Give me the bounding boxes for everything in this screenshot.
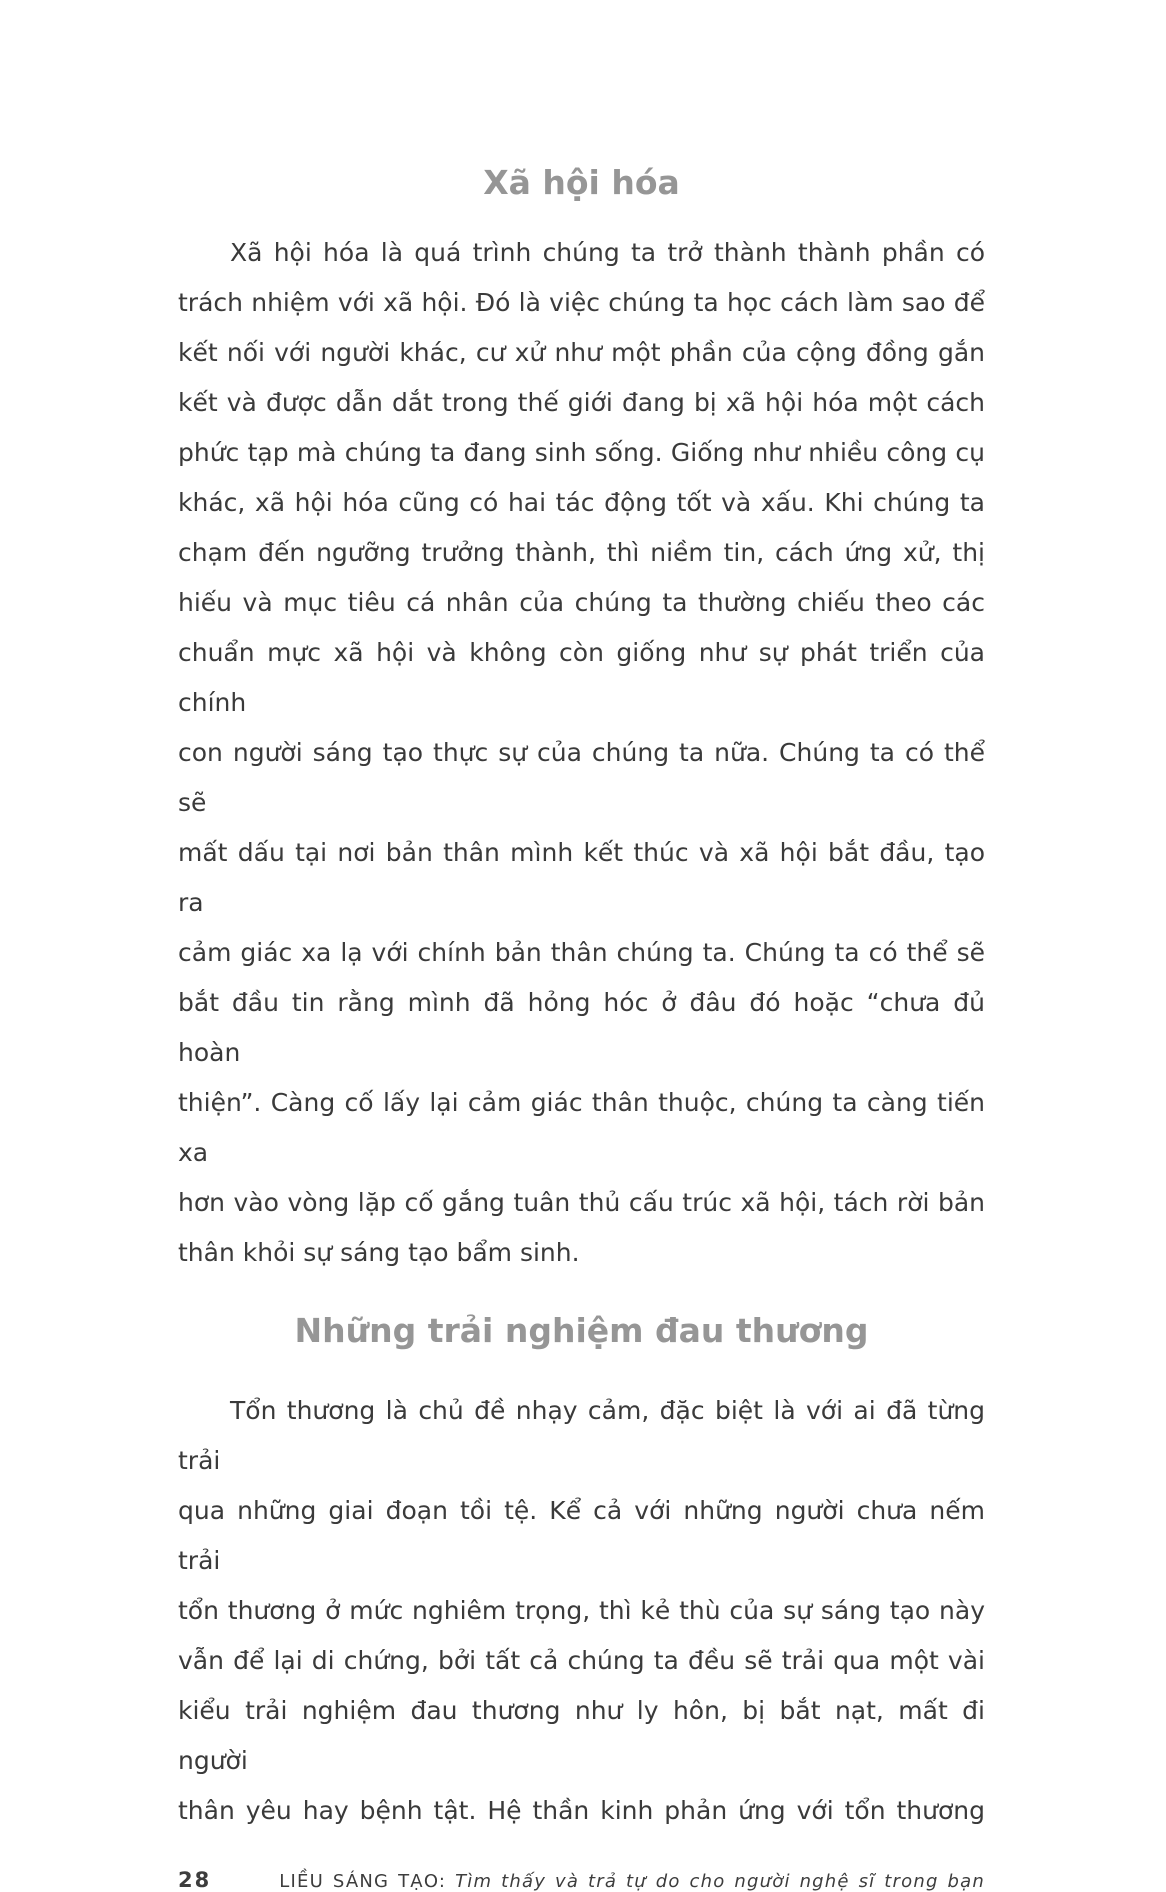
- paragraph-line: trách nhiệm với xã hội. Đó là việc chúng ta học cách làm sao để: [178, 288, 985, 317]
- paragraph-line: kết nối với người khác, cư xử như một phần của cộng đồng gắn: [178, 338, 985, 367]
- paragraph-line: con người sáng tạo thực sự của chúng ta nữa. Chúng ta có thể sẽ: [178, 738, 985, 817]
- paragraph-line: kiểu trải nghiệm đau thương như ly hôn, bị bắt nạt, mất đi người: [178, 1696, 985, 1775]
- paragraph-line: thân yêu hay bệnh tật. Hệ thần kinh phản ứng với tổn thương: [178, 1796, 985, 1825]
- page-footer: [178, 1868, 985, 1892]
- paragraph-socialization: [178, 228, 985, 1278]
- paragraph-line: hiếu và mục tiêu cá nhân của chúng ta thường chiếu theo các: [178, 588, 985, 617]
- paragraph-line: cảm giác xa lạ với chính bản thân chúng ta. Chúng ta có thể sẽ: [178, 938, 985, 967]
- section-heading-traumatic-experiences: Những trải nghiệm đau thương: [294, 1311, 869, 1350]
- book-subtitle: Tìm thấy và trả tự do cho người nghệ sĩ trong bạn: [455, 1871, 985, 1892]
- section-heading-socialization: Xã hội hóa: [483, 163, 680, 202]
- running-title: [279, 1871, 985, 1892]
- paragraph-line: thân khỏi sự sáng tạo bẩm sinh.: [178, 1238, 580, 1267]
- paragraph-line: mất dấu tại nơi bản thân mình kết thúc và xã hội bắt đầu, tạo ra: [178, 838, 985, 917]
- page-number: 28: [178, 1868, 212, 1892]
- paragraph-line: Xã hội hóa là quá trình chúng ta trở thành thành phần có: [230, 238, 985, 267]
- paragraph-line: tổn thương ở mức nghiêm trọng, thì kẻ thù của sự sáng tạo này: [178, 1596, 985, 1625]
- paragraph-line: qua những giai đoạn tồi tệ. Kể cả với những người chưa nếm trải: [178, 1496, 985, 1575]
- paragraph-line: vẫn để lại di chứng, bởi tất cả chúng ta đều sẽ trải qua một vài: [178, 1646, 985, 1675]
- paragraph-line: kết và được dẫn dắt trong thế giới đang bị xã hội hóa một cách: [178, 388, 985, 417]
- book-title: LIỀU SÁNG TẠO:: [279, 1871, 447, 1892]
- paragraph-line: Tổn thương là chủ đề nhạy cảm, đặc biệt là với ai đã từng trải: [178, 1396, 985, 1475]
- paragraph-line: phức tạp mà chúng ta đang sinh sống. Giống như nhiều công cụ: [178, 438, 985, 467]
- paragraph-line: hơn vào vòng lặp cố gắng tuân thủ cấu trúc xã hội, tách rời bản: [178, 1188, 985, 1217]
- paragraph-line: khác, xã hội hóa cũng có hai tác động tốt và xấu. Khi chúng ta: [178, 488, 985, 517]
- paragraph-line: chạm đến ngưỡng trưởng thành, thì niềm tin, cách ứng xử, thị: [178, 538, 985, 567]
- paragraph-line: chuẩn mực xã hội và không còn giống như sự phát triển của chính: [178, 638, 985, 717]
- paragraph-traumatic-experiences: [178, 1386, 985, 1836]
- paragraph-line: bắt đầu tin rằng mình đã hỏng hóc ở đâu đó hoặc “chưa đủ hoàn: [178, 988, 985, 1067]
- paragraph-line: thiện”. Càng cố lấy lại cảm giác thân thuộc, chúng ta càng tiến xa: [178, 1088, 985, 1167]
